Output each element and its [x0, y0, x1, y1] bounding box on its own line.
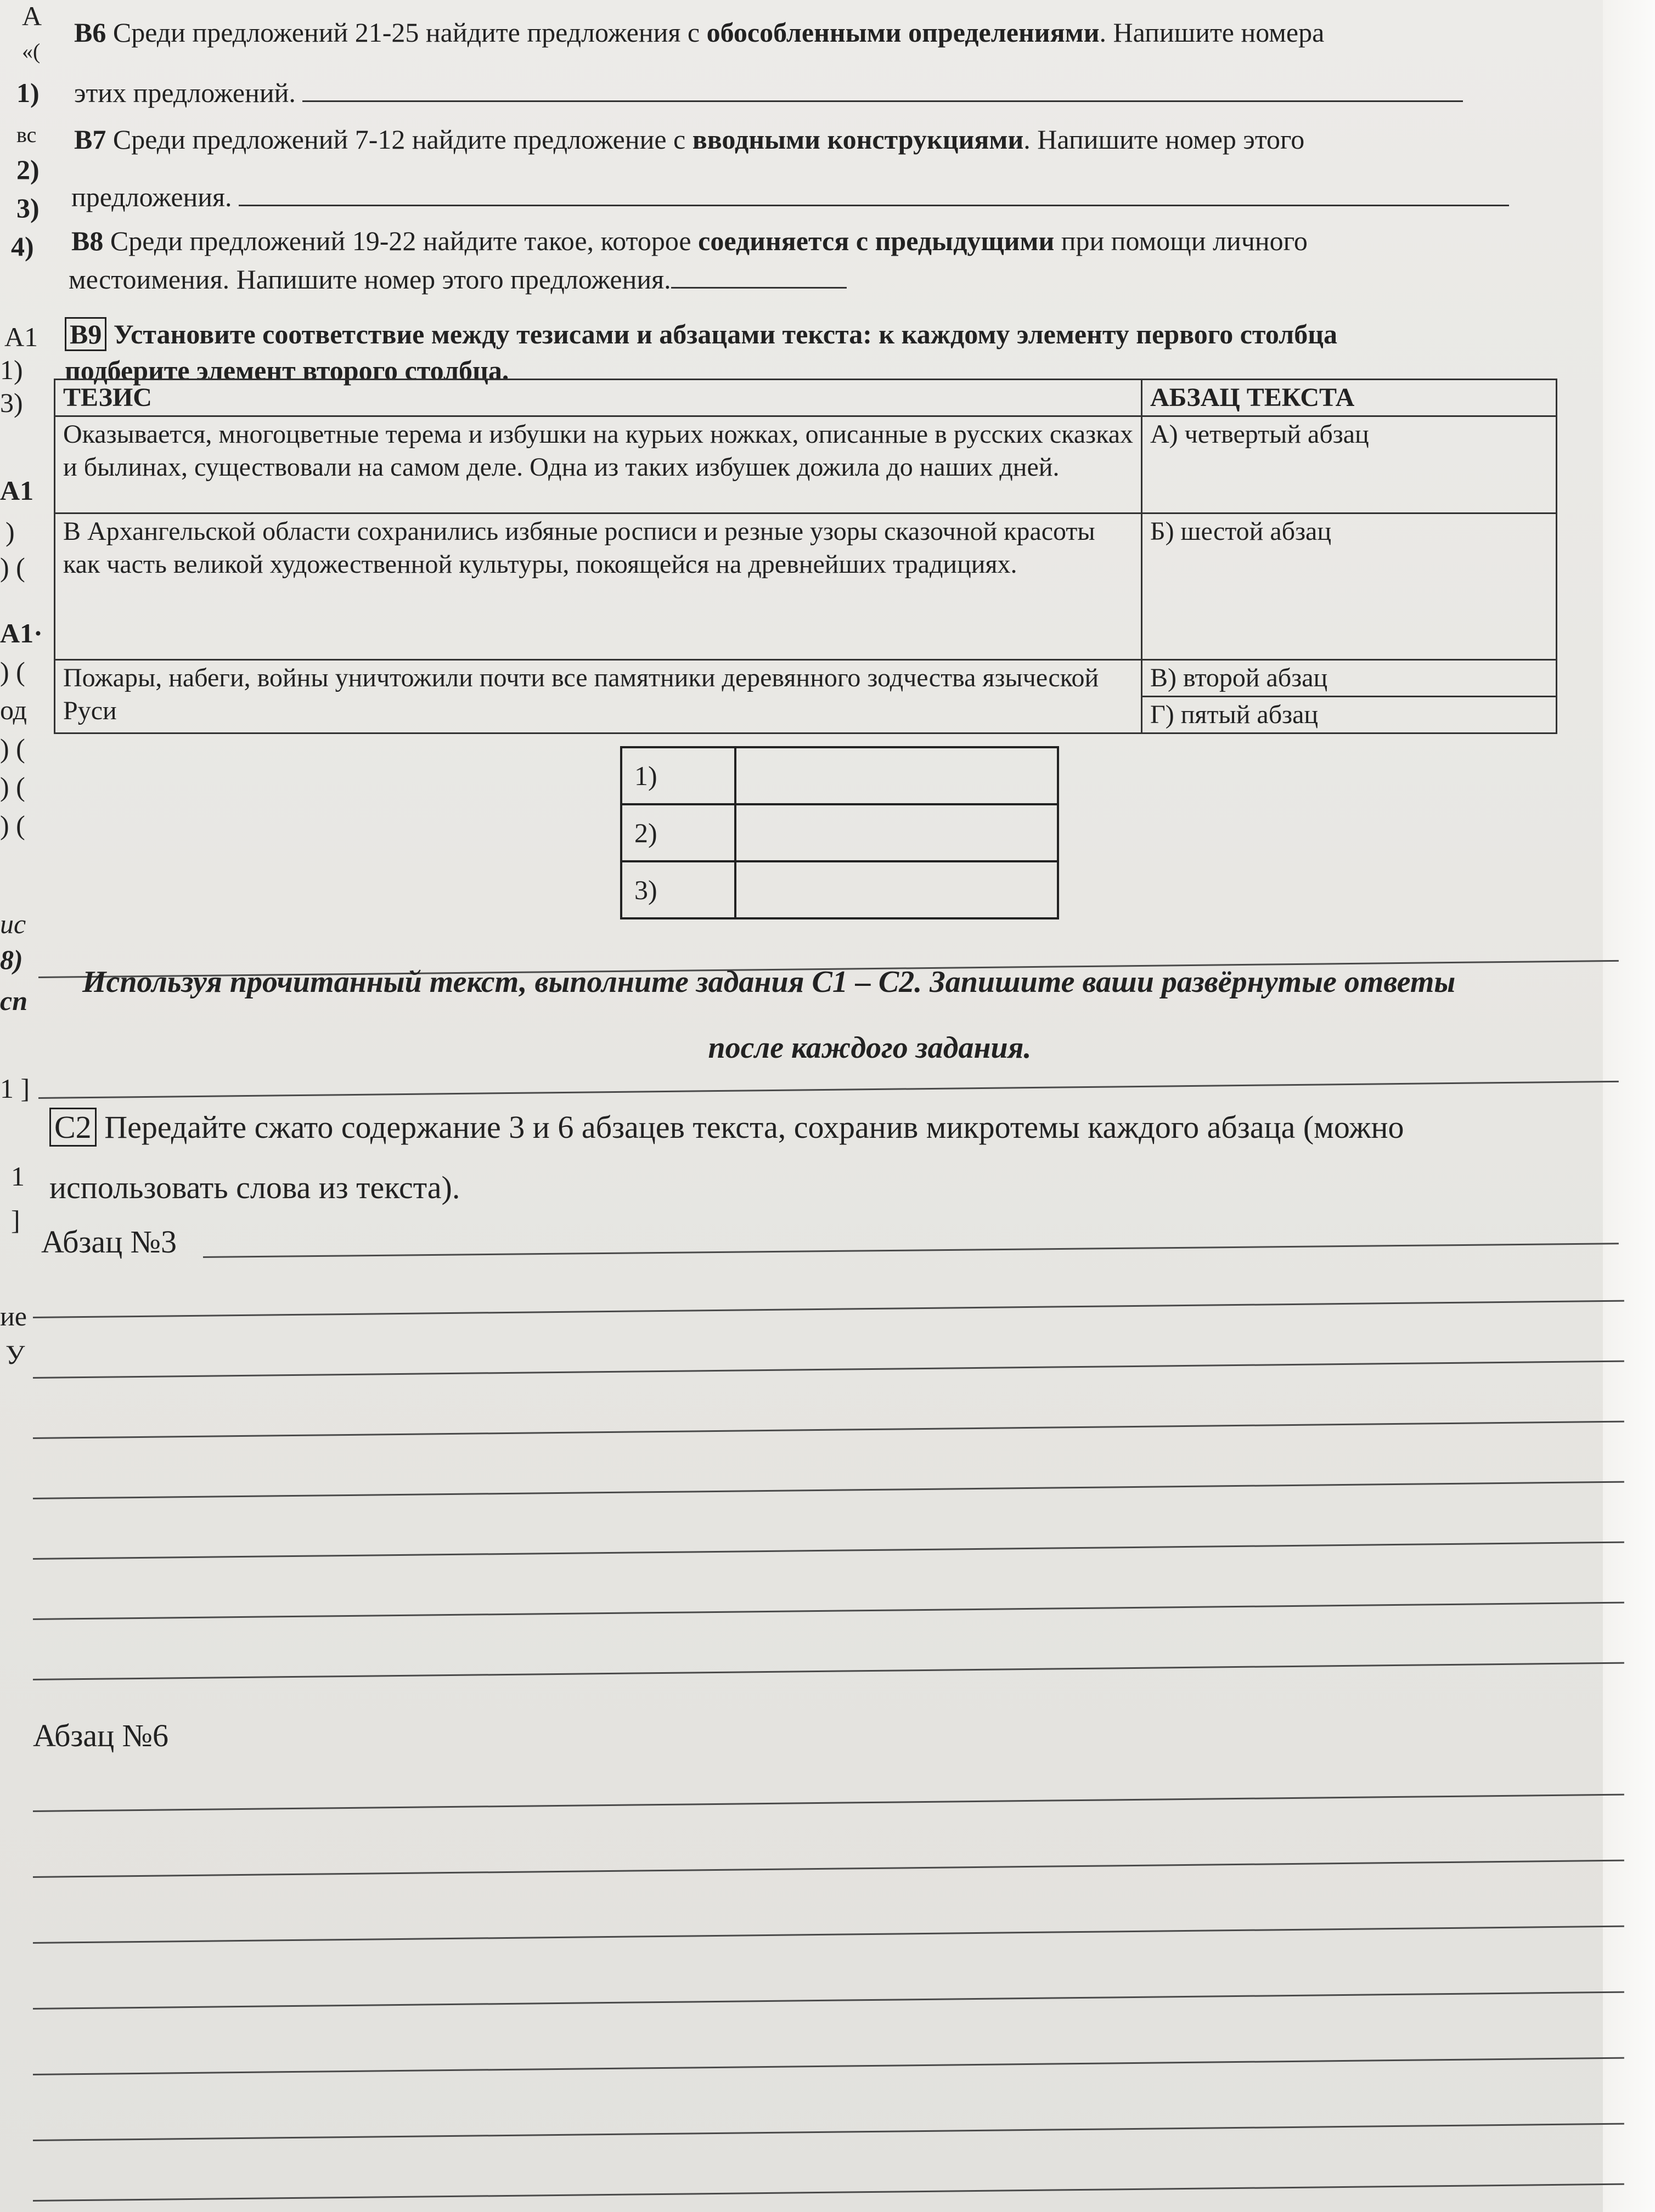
margin-fragment: 3) — [16, 193, 40, 223]
answer-cell[interactable] — [735, 804, 1058, 861]
margin-fragment: 2) — [16, 154, 40, 185]
answer-table — [620, 746, 1059, 919]
task-label: В7 — [74, 124, 106, 155]
task-b8: В8 Среди предложений 19-22 найдите такое, которое соединяется с предыдущими при помощи личного — [71, 225, 1308, 256]
option-cell: Б) шестой абзац — [1142, 514, 1557, 660]
answer-line[interactable] — [239, 183, 1509, 206]
margin-fragment: А — [22, 1, 42, 31]
task-b7: В7 Среди предложений 7-12 найдите предложение с вводными конструкциями. Напишите номер этого — [74, 124, 1305, 155]
answer-cell[interactable] — [735, 861, 1058, 918]
margin-fragment: ) ( — [0, 810, 25, 840]
margin-fragment: ] — [11, 1205, 20, 1235]
task-b6-answer: этих предложений. — [74, 71, 1463, 114]
paragraph-3-label: Абзац №3 — [41, 1224, 177, 1260]
instruction-line: после каждого задания. — [708, 1031, 1032, 1065]
margin-fragment: А1· — [0, 618, 43, 648]
margin-fragment: У — [5, 1339, 25, 1370]
answer-line[interactable] — [302, 78, 1463, 102]
answer-cell[interactable] — [735, 747, 1058, 804]
option-cell: А) четвертый абзац — [1142, 416, 1557, 514]
margin-fragment: 4) — [11, 231, 34, 262]
matching-table — [54, 379, 1557, 734]
margin-fragment: ис — [0, 909, 26, 939]
margin-fragment: А1 — [0, 475, 34, 506]
answer-number: 1) — [621, 747, 735, 804]
margin-fragment: ) ( — [0, 771, 25, 802]
column-header-paragraph: АБЗАЦ ТЕКСТА — [1142, 380, 1557, 416]
margin-fragment: 3) — [0, 387, 23, 418]
task-b6: В6 Среди предложений 21-25 найдите предложения с обособленными определениями. Напишите номера — [74, 17, 1325, 48]
task-b9: В9 Установите соответствие между тезисами и абзацами текста: к каждому элементу первого столбца подберите элемент второго столбца. — [65, 316, 1557, 388]
margin-fragment: вс — [16, 122, 37, 147]
option-cell: Г) пятый абзац — [1142, 697, 1557, 733]
thesis-cell: В Архангельской области сохранились избяные росписи и резные узоры сказочной красоты как часть великой художественной культуры, покоящейся на древнейших традициях. — [55, 514, 1142, 660]
margin-fragment: 8) — [0, 944, 23, 975]
margin-fragment: ) ( — [0, 733, 25, 764]
answer-number: 2) — [621, 804, 735, 861]
margin-fragment: 1) — [16, 77, 40, 108]
margin-fragment: «( — [22, 39, 41, 64]
margin-fragment: ие — [0, 1301, 27, 1331]
thesis-cell: Пожары, набеги, войны уничтожили почти все памятники деревянного зодчества языческой Руси — [55, 660, 1142, 733]
margin-fragment: 1 ] — [0, 1073, 30, 1104]
instruction-block — [82, 949, 1597, 1081]
task-c2: С2 Передайте сжато содержание 3 и 6 абзацев текста, сохранив микротемы каждого абзаца (можно использовать слова из текста). — [49, 1097, 1586, 1218]
margin-fragment: 1 — [11, 1161, 25, 1192]
margin-fragment: А1 — [4, 321, 38, 352]
margin-fragment: ) ( — [0, 552, 25, 583]
desk-background — [1603, 0, 1655, 2212]
margin-fragment: ) ( — [0, 656, 25, 687]
margin-fragment: од — [0, 695, 27, 725]
task-b7-answer: предложения. — [71, 176, 1509, 218]
margin-fragment: 1) — [0, 354, 23, 385]
task-label: С2 — [49, 1108, 97, 1147]
task-label: В8 — [71, 225, 104, 256]
instruction-line: Используя прочитанный текст, выполните задания С1 – С2. Запишите ваши развёрнутые ответы — [82, 965, 1456, 999]
paragraph-6-label: Абзац №6 — [33, 1718, 168, 1753]
thesis-cell: Оказывается, многоцветные терема и избушки на курьих ножках, описанные в русских сказках и былинах, существовали на самом деле. Одна из таких избушек дожила до наших дней. — [55, 416, 1142, 514]
column-header-thesis: ТЕЗИС — [55, 380, 1142, 416]
task-b8-answer: местоимения. Напишите номер этого предложения. — [69, 258, 847, 301]
task-label: В6 — [74, 17, 106, 48]
margin-fragment: сп — [0, 985, 27, 1016]
option-cell: В) второй абзац — [1142, 660, 1557, 697]
answer-line[interactable] — [671, 265, 847, 289]
answer-number: 3) — [621, 861, 735, 918]
task-label: В9 — [65, 317, 106, 351]
margin-fragment: ) — [5, 516, 15, 547]
